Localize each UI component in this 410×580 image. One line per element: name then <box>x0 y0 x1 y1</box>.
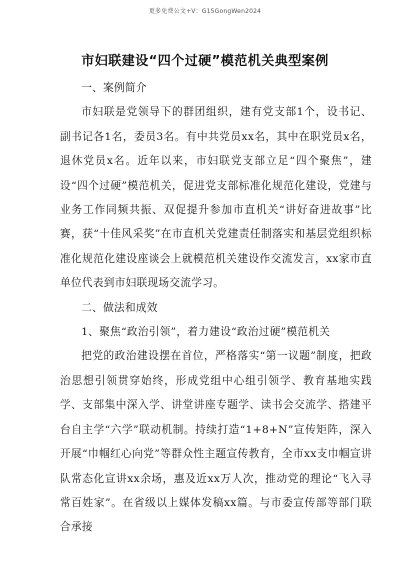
document-title: 市妇联建设“四个过硬”模范机关典型案例 <box>81 54 329 69</box>
section-heading-practices: 二、做法和成效 <box>81 301 158 314</box>
section-heading-intro: 一、案例简介 <box>81 82 147 94</box>
header-note: 更多免费公文+V：G15GongWen2024 <box>148 8 262 15</box>
paragraph-political-building: 把党的政治建设摆在首位，严格落实“第一议题”制度，把政治思想引领贯穿始终，形成党组中心组引领学、教育基地实践学、支部集中深入学、讲堂讲座专题学、读书会交流学、搭建平台自主学“六学”联动机制。持续打造“1+8+N”宣传矩阵，深入开展“巾帼红心向党”等群众性主题宣传教育，全市xx支巾帼宣讲队常态化宣讲xx余场，惠及近xx万人次，推动党的理论“飞入寻常百姓家”。在省级以上媒体发稿xx篇。与市委宣传部等部门联合承接 <box>60 350 372 534</box>
document-body <box>60 76 372 540</box>
paragraph-intro: 市妇联是党领导下的群团组织，建有党支部1个，设书记、副书记各1名，委员3名。有中共党员xx名，其中在职党员x名，退休党员x名。近年以来，市妇联党支部立足“四个聚焦”，建设“四个过硬”模范机关，促进党支部标准化规范化建设，党建与业务工作同频共振、双促提升参加市直机关“讲好奋进故事”比赛，获“十佳风采奖”在市直机关党建责任制落实和基层党组织标准化规范化建设座谈会上就模范机关建设作交流发言，xx家市直单位代表到市妇联现场交流学习。 <box>60 106 372 290</box>
subheading-political-leadership: 1、聚焦“政治引领”，着力建设“政治过硬”模范机关 <box>81 326 331 339</box>
